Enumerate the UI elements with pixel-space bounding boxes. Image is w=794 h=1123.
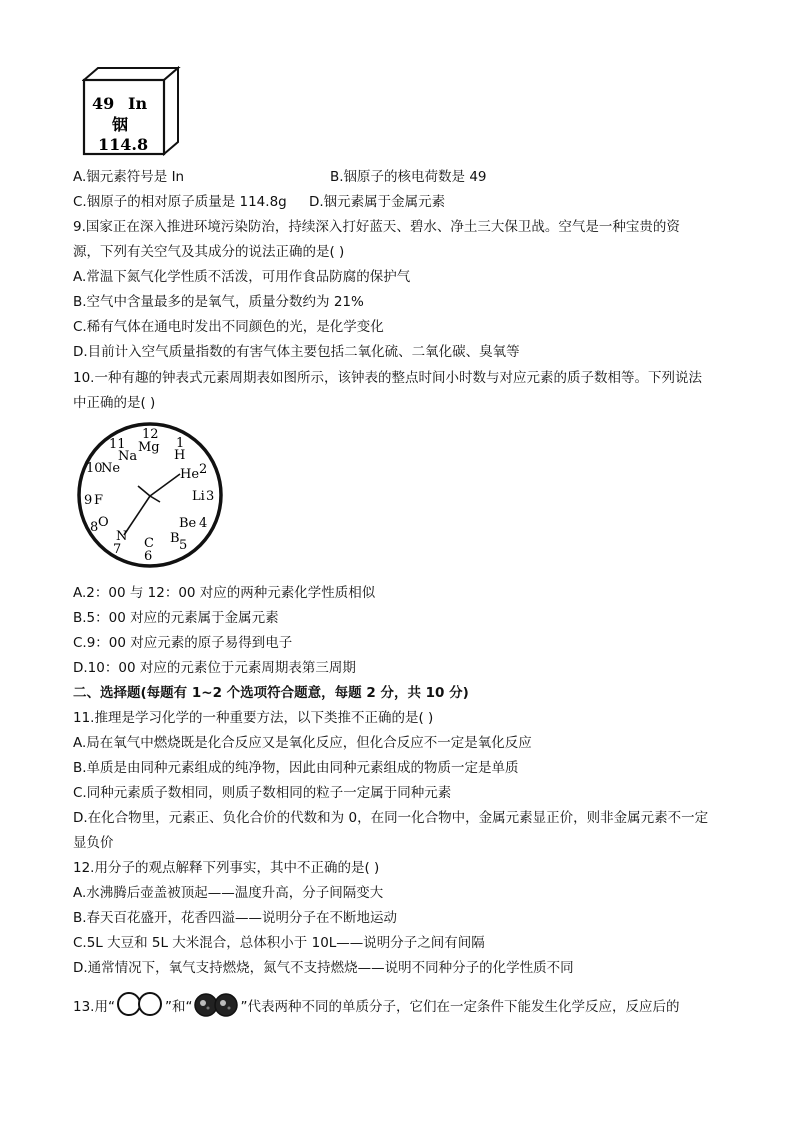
q9-stem-line1: 9.国家正在深入推进环境污染防治，持续深入打好蓝天、碧水、净土三大保卫战。空气是一种宝贵的资	[73, 219, 680, 235]
q8-option-d[interactable]: D.铟元素属于金属元素	[309, 194, 446, 210]
q9-option-d[interactable]: D.目前计入空气质量指数的有害气体主要包括二氧化硫、二氧化碳、臭氧等	[73, 344, 520, 360]
clock-num-3: 3	[206, 489, 215, 504]
clock-sym-9: F	[94, 493, 104, 508]
hollow-diatomic-molecule-icon	[115, 991, 165, 1017]
clock-num-10: 10	[86, 461, 103, 476]
q9-option-a[interactable]: A.常温下氮气化学性质不活泼，可用作食品防腐的保护气	[73, 269, 411, 285]
clock-sym-8: O	[98, 515, 109, 530]
q9-option-c[interactable]: C.稀有气体在通电时发出不同颜色的光，是化学变化	[73, 319, 384, 335]
q10-option-a[interactable]: A.2：00 与 12：00 对应的两种元素化学性质相似	[73, 585, 376, 601]
clock-num-9: 9	[84, 493, 93, 508]
element-clock-figure	[76, 420, 224, 570]
q12-option-c[interactable]: C.5L 大豆和 5L 大米混合，总体积小于 10L——说明分子之间有间隔	[73, 935, 485, 951]
q11-option-a[interactable]: A.局在氧气中燃烧既是化合反应又是氧化反应，但化合反应不一定是氧化反应	[73, 735, 532, 751]
q12-option-a[interactable]: A.水沸腾后壶盖被顶起——温度升高，分子间隔变大	[73, 885, 384, 901]
clock-num-2: 2	[199, 462, 208, 477]
clock-sym-1: H	[174, 448, 186, 463]
clock-sym-2: He	[180, 467, 200, 482]
clock-sym-11: Na	[118, 449, 138, 464]
element-number: 49	[92, 94, 115, 113]
q8-option-c[interactable]: C.铟原子的相对原子质量是 114.8g	[73, 194, 287, 210]
q12-option-d[interactable]: D.通常情况下，氧气支持燃烧，氮气不支持燃烧——说明不同种分子的化学性质不同	[73, 960, 574, 976]
q11-option-d-line1[interactable]: D.在化合物里，元素正、负化合价的代数和为 0，在同一化合物中，金属元素显正价，则非金属元素不一定	[73, 810, 709, 826]
clock-num-6: 6	[144, 549, 153, 564]
q13-stem	[73, 996, 679, 1018]
clock-sym-6: C	[144, 536, 154, 551]
clock-sym-12: Mg	[138, 440, 160, 455]
q8-option-a[interactable]: A.铟元素符号是 In	[73, 169, 185, 185]
q10-stem-line1: 10.一种有趣的钟表式元素周期表如图所示，该钟表的整点时间小时数与对应元素的质子数相等。下列说法	[73, 370, 702, 386]
clock-sym-5: B	[170, 531, 180, 546]
q13-text-part3: ”代表两种不同的单质分子，它们在一定条件下能发生化学反应，反应后的	[240, 999, 680, 1015]
q10-option-b[interactable]: B.5：00 对应的元素属于金属元素	[73, 610, 279, 626]
element-symbol: In	[128, 94, 148, 113]
clock-sym-10: Ne	[101, 461, 121, 476]
clock-num-12: 12	[142, 427, 159, 442]
q9-stem-line2: 源，下列有关空气及其成分的说法正确的是( )	[73, 244, 345, 260]
q12-stem: 12.用分子的观点解释下列事实，其中不正确的是( )	[73, 860, 380, 876]
q10-option-d[interactable]: D.10：00 对应的元素位于元素周期表第三周期	[73, 660, 356, 676]
section2-heading: 二、选择题(每题有 1~2 个选项符合题意，每题 2 分，共 10 分)	[73, 685, 469, 701]
element-name: 铟	[112, 115, 129, 134]
clock-num-4: 4	[199, 516, 208, 531]
q12-option-b[interactable]: B.春天百花盛开，花香四溢——说明分子在不断地运动	[73, 910, 398, 926]
q9-option-b[interactable]: B.空气中含量最多的是氧气，质量分数约为 21%	[73, 294, 364, 310]
q13-text-part2: ”和“	[164, 999, 193, 1015]
q11-option-b[interactable]: B.单质是由同种元素组成的纯净物，因此由同种元素组成的物质一定是单质	[73, 760, 519, 776]
element-cube-figure	[82, 66, 182, 158]
filled-diatomic-molecule-icon	[192, 992, 240, 1018]
q13-text-part1: 13.用“	[73, 999, 115, 1015]
q8-option-b[interactable]: B.铟原子的核电荷数是 49	[330, 169, 487, 185]
clock-sym-3: Li	[192, 489, 205, 504]
clock-num-7: 7	[113, 542, 122, 557]
q11-option-d-line2[interactable]: 显负价	[73, 835, 114, 851]
clock-num-11: 11	[109, 437, 126, 452]
element-mass: 114.8	[98, 135, 149, 154]
q10-option-c[interactable]: C.9：00 对应元素的原子易得到电子	[73, 635, 293, 651]
clock-num-1: 1	[176, 436, 185, 451]
clock-num-8: 8	[90, 520, 99, 535]
q10-stem-line2: 中正确的是( )	[73, 395, 156, 411]
q11-option-c[interactable]: C.同种元素质子数相同，则质子数相同的粒子一定属于同种元素	[73, 785, 452, 801]
periodic-element-cube-icon	[82, 66, 182, 158]
clock-sym-7: N	[116, 529, 128, 544]
element-clock-diagram	[76, 420, 224, 570]
q11-stem: 11.推理是学习化学的一种重要方法，以下类推不正确的是( )	[73, 710, 434, 726]
clock-sym-4: Be	[179, 516, 197, 531]
clock-num-5: 5	[179, 538, 188, 553]
